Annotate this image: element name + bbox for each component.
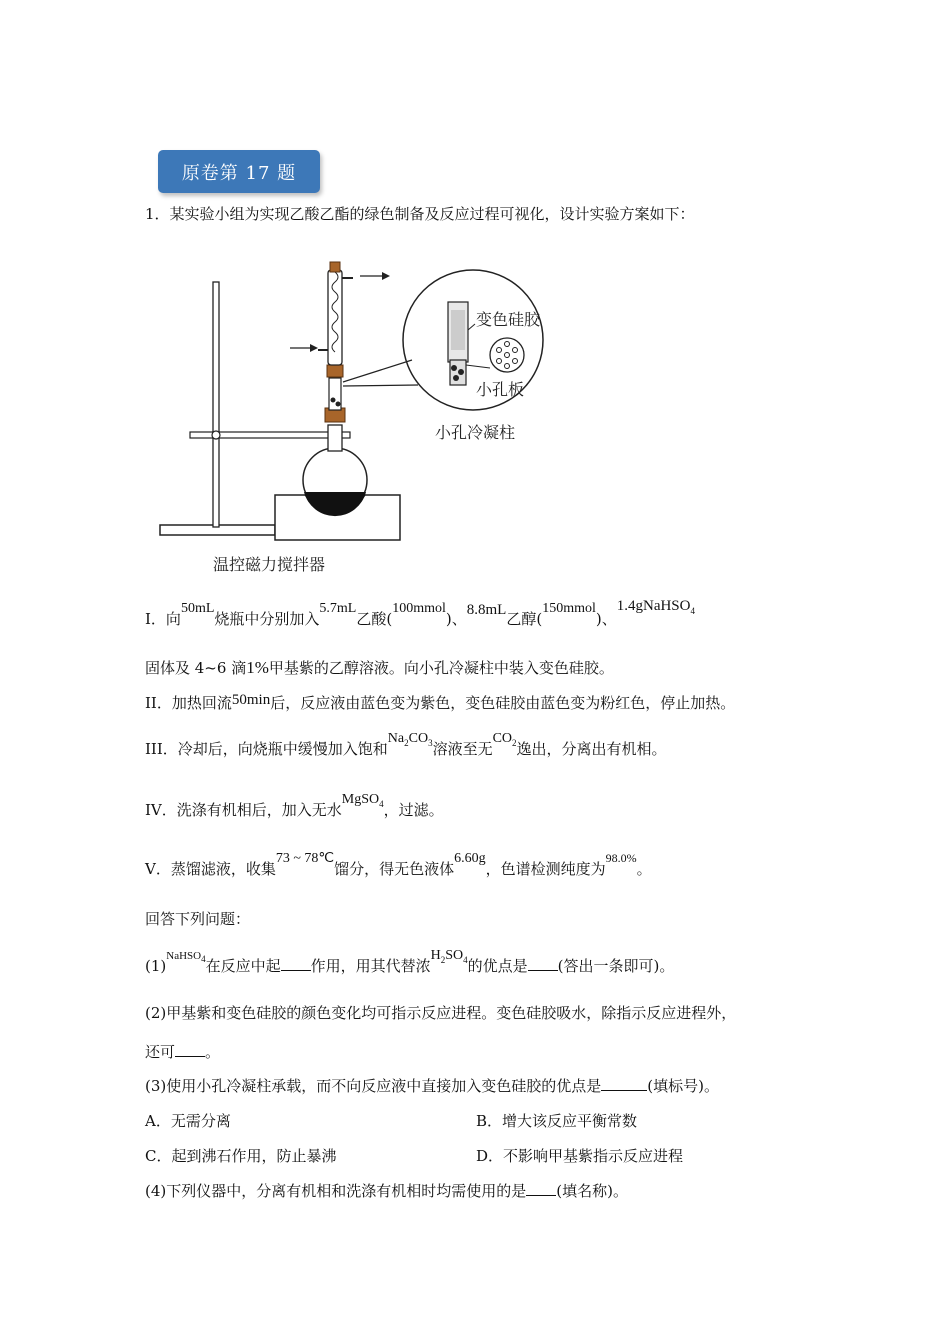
option-d[interactable]: D．不影响甲基紫指示反应进程 [476,1147,684,1165]
answer-blank-2[interactable] [175,1042,205,1057]
question-3: (3)使用小孔冷凝柱承载，而不向反应液中直接加入变色硅胶的优点是 (填标号)。 [145,1077,719,1095]
badge-label: 原卷第 17 题 [181,162,297,184]
label-column: 小孔冷凝柱 [435,423,516,442]
option-c[interactable]: C．起到沸石作用，防止暴沸 [145,1147,337,1165]
question-2-line-2: 还可 。 [145,1043,221,1061]
label-stirrer: 温控磁力搅拌器 [213,555,326,574]
question-intro: 1．某实验小组为实现乙酸乙酯的绿色制备及反应过程可视化，设计实验方案如下： [145,205,695,223]
option-a[interactable]: A．无需分离 [145,1112,231,1130]
step-3: III．冷却后，向烧瓶中缓慢加入饱和$Na_2CO_3$溶液至无$CO_2$逸出，分离出有机相。 [145,731,667,758]
step-1-line-1: I．向50mL烧瓶中分别加入5.7mL乙酸(100mmol)、8.8mL乙醇(150mmol)、1.4gNaHSO$_4$ [145,598,695,628]
step-2: II．加热回流50min后，反应液由蓝色变为紫色，变色硅胶由蓝色变为粉红色，停止加热。 [145,692,736,712]
label-silica: 变色硅胶 [476,310,541,329]
condenser [328,270,342,365]
answer-blank-1b[interactable] [528,956,558,971]
step-1-line-2: 固体及 4~6 滴1%甲基紫的乙醇溶液。向小孔冷凝柱中装入变色硅胶。 [145,658,614,677]
label-plate: 小孔板 [476,380,525,399]
step-5: V．蒸馏滤液，收集73 ~ 78℃馏分，得无色液体6.60g，色谱检测纯度为$^{98.0\%}$。 [145,851,652,878]
perforated-plate [490,338,524,372]
stand-rod [213,282,219,527]
answer-prompt: 回答下列问题： [145,910,251,928]
question-4: (4)下列仪器中，分离有机相和洗涤有机相时均需使用的是 (填名称)。 [145,1182,628,1200]
option-b[interactable]: B．增大该反应平衡常数 [476,1112,638,1130]
question-1: $(1)^{NaHSO_4}$在反应中起 作用，用其代替浓$H_2SO_4$的优点是 (答出一条即可)。 [145,948,675,975]
question-source-badge [158,150,320,193]
step-4: IV．洗涤有机相后，加入无水MgSO$_4$，过滤。 [145,792,444,819]
apparatus-figure [150,240,570,590]
answer-blank-4[interactable] [526,1181,556,1196]
answer-blank-1a[interactable] [281,956,311,971]
answer-blank-3[interactable] [601,1076,647,1091]
question-2-line-1: (2)甲基紫和变色硅胶的颜色变化均可指示反应进程。变色硅胶吸水，除指示反应进程外， [145,1004,737,1022]
